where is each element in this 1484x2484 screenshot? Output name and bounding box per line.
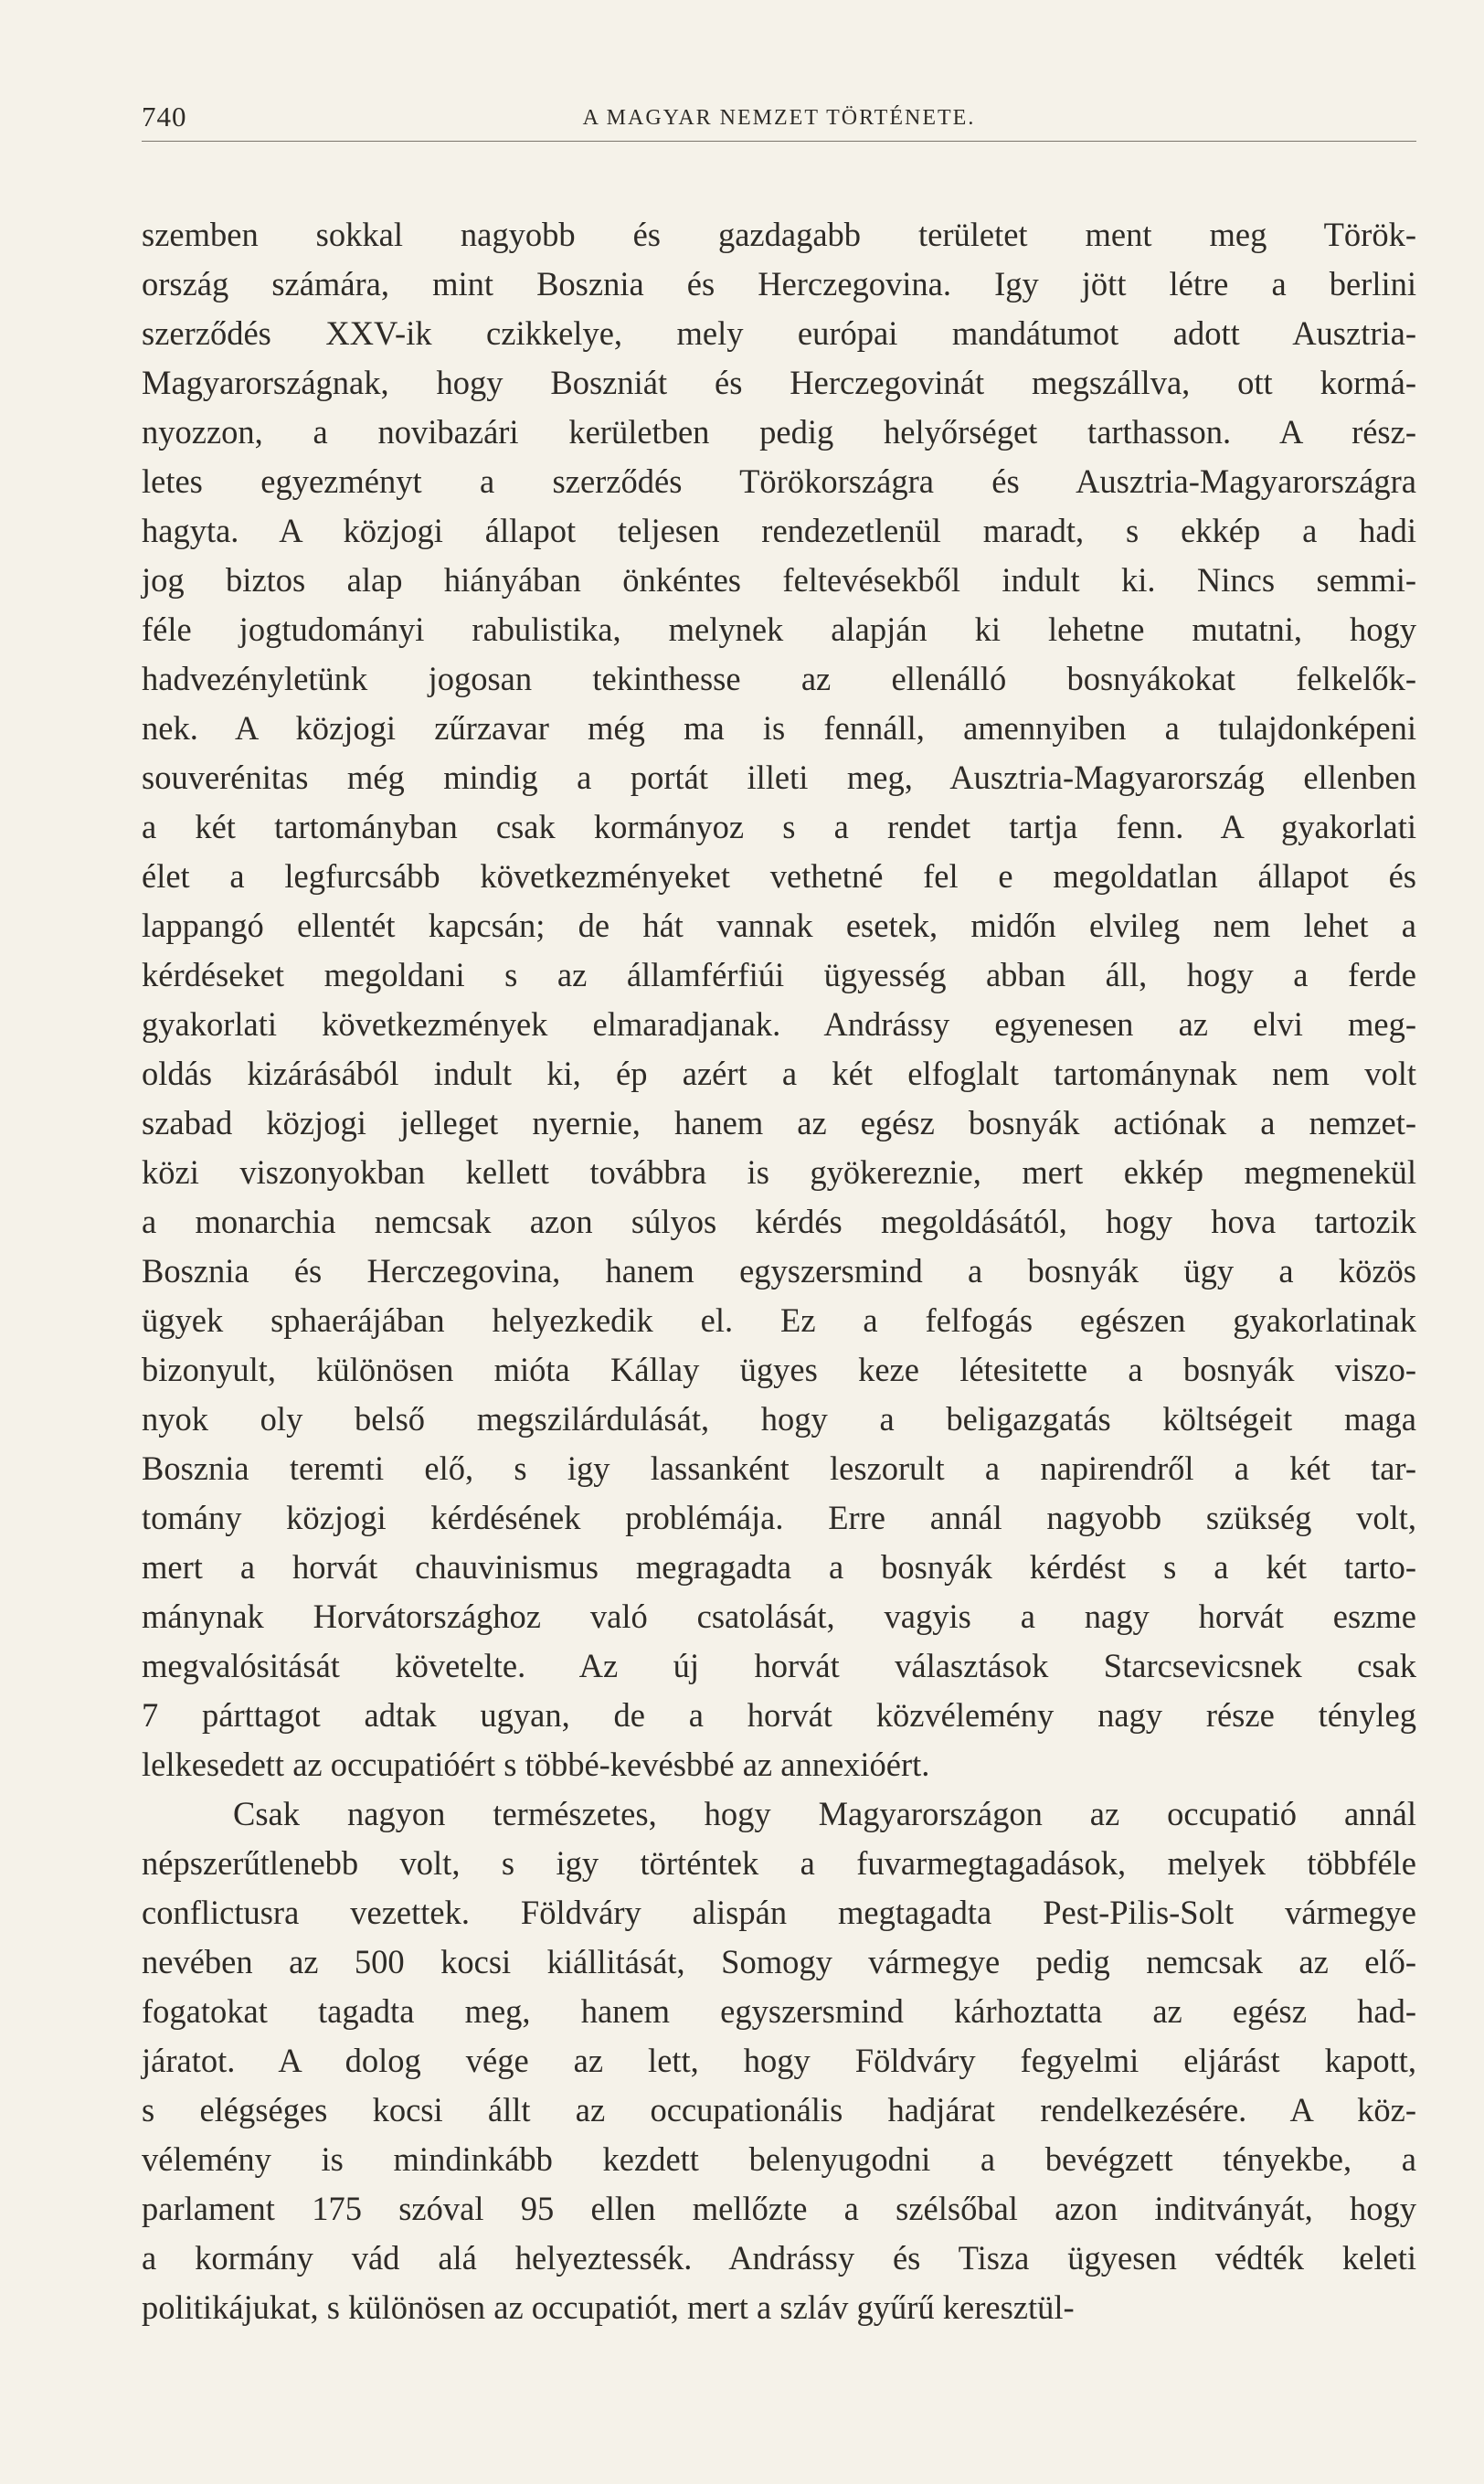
text-line: szerződés XXV-ik czikkelye, mely európai mandátumot adott Ausztria- — [142, 314, 1416, 352]
page-number: 740 — [142, 101, 187, 133]
text-line: lelkesedett az occupatióért s többé-kevésbbé az annexióért. — [142, 1746, 930, 1783]
text-line: a kormány vád alá helyeztessék. Andrássy és Tisza ügyesen védték keleti — [142, 2239, 1416, 2277]
paragraph — [142, 1789, 1416, 2332]
text-line: féle jogtudományi rabulistika, melynek alapján ki lehetne mutatni, hogy — [142, 610, 1416, 648]
text-line: politikájukat, s különösen az occupatiót, mert a szláv gyűrű keresztül- — [142, 2288, 1075, 2326]
running-title: A MAGYAR NEMZET TÖRTÉNETE. — [582, 106, 976, 130]
text-line: járatot. A dolog vége az lett, hogy Földváry fegyelmi eljárást kapott, — [142, 2042, 1416, 2079]
text-line: Bosznia teremti elő, s igy lassanként leszorult a napirendről a két tar- — [142, 1449, 1416, 1487]
text-line: szabad közjogi jelleget nyernie, hanem az egész bosnyák actiónak a nemzet- — [142, 1104, 1416, 1141]
text-line: Bosznia és Herczegovina, hanem egyszersmind a bosnyák ügy a közös — [142, 1252, 1416, 1290]
text-line: 7 párttagot adtak ugyan, de a horvát közvélemény nagy része tényleg — [142, 1696, 1416, 1734]
text-line: megvalósitását követelte. Az új horvát választások Starcsevicsnek csak — [142, 1647, 1416, 1684]
text-line: kérdéseket megoldani s az államférfiúi ügyesség abban áll, hogy a ferde — [142, 956, 1416, 993]
text-line: lappangó ellentét kapcsán; de hát vannak esetek, midőn elvileg nem lehet a — [142, 907, 1416, 944]
text-line: letes egyezményt a szerződés Törökországra és Ausztria-Magyarországra — [142, 462, 1416, 500]
text-line: szemben sokkal nagyobb és gazdagabb területet ment meg Török- — [142, 216, 1416, 253]
body-text — [142, 210, 1416, 2332]
text-line: s elégséges kocsi állt az occupationális hadjárat rendelkezésére. A köz- — [142, 2091, 1416, 2128]
text-line: hagyta. A közjogi állapot teljesen rendezetlenül maradt, s ekkép a hadi — [142, 512, 1416, 549]
text-line: jog biztos alap hiányában önkéntes feltevésekből indult ki. Nincs semmi- — [142, 561, 1416, 599]
header-rule — [142, 141, 1416, 142]
text-line: souverénitas még mindig a portát illeti meg, Ausztria-Magyarország ellenben — [142, 759, 1416, 796]
page-header — [142, 99, 1416, 139]
text-line: vélemény is mindinkább kezdett belenyugodni a bevégzett tényekbe, a — [142, 2140, 1416, 2178]
text-line: a monarchia nemcsak azon súlyos kérdés megoldásától, hogy hova tartozik — [142, 1203, 1416, 1240]
text-line: Magyarországnak, hogy Boszniát és Herczegovinát megszállva, ott kormá- — [142, 364, 1416, 401]
text-line: élet a legfurcsább következményeket vethetné fel e megoldatlan állapot és — [142, 857, 1416, 895]
text-line: a két tartományban csak kormányoz s a rendet tartja fenn. A gyakorlati — [142, 808, 1416, 845]
text-line: mert a horvát chauvinismus megragadta a bosnyák kérdést s a két tarto- — [142, 1548, 1416, 1586]
text-line: gyakorlati következmények elmaradjanak. Andrássy egyenesen az elvi meg- — [142, 1005, 1416, 1043]
text-line: mánynak Horvátországhoz való csatolását, vagyis a nagy horvát eszme — [142, 1598, 1416, 1635]
text-line: nyok oly belső megszilárdulását, hogy a beligazgatás költségeit maga — [142, 1400, 1416, 1438]
text-line: nyozzon, a novibazári kerületben pedig helyőrséget tarthasson. A rész- — [142, 413, 1416, 451]
text-line: népszerűtlenebb volt, s igy történtek a fuvarmegtagadások, melyek többféle — [142, 1844, 1416, 1882]
text-line: conflictusra vezettek. Földváry alispán megtagadta Pest-Pilis-Solt vármegye — [142, 1894, 1416, 1931]
text-line: fogatokat tagadta meg, hanem egyszersmind kárhoztatta az egész had- — [142, 1992, 1416, 2030]
text-line: ország számára, mint Bosznia és Herczegovina. Igy jött létre a berlini — [142, 265, 1416, 303]
text-line: tomány közjogi kérdésének problémája. Erre annál nagyobb szükség volt, — [142, 1499, 1416, 1536]
paragraph — [142, 210, 1416, 1789]
text-line: közi viszonyokban kellett továbbra is gyökereznie, mert ekkép megmenekül — [142, 1153, 1416, 1191]
text-line: Csak nagyon természetes, hogy Magyarországon az occupatió annál — [233, 1795, 1416, 1832]
text-line: nek. A közjogi zűrzavar még ma is fennáll, amennyiben a tulajdonképeni — [142, 709, 1416, 747]
text-line: bizonyult, különösen mióta Kállay ügyes keze létesitette a bosnyák viszo- — [142, 1351, 1416, 1388]
text-line: oldás kizárásából indult ki, ép azért a két elfoglalt tartománynak nem volt — [142, 1055, 1416, 1092]
text-line: hadvezényletünk jogosan tekinthesse az ellenálló bosnyákokat felkelők- — [142, 660, 1416, 697]
text-line: ügyek sphaerájában helyezkedik el. Ez a felfogás egészen gyakorlatinak — [142, 1301, 1416, 1339]
text-line: nevében az 500 kocsi kiállitását, Somogy vármegye pedig nemcsak az elő- — [142, 1943, 1416, 1980]
text-line: parlament 175 szóval 95 ellen mellőzte a szélsőbal azon inditványát, hogy — [142, 2190, 1416, 2227]
